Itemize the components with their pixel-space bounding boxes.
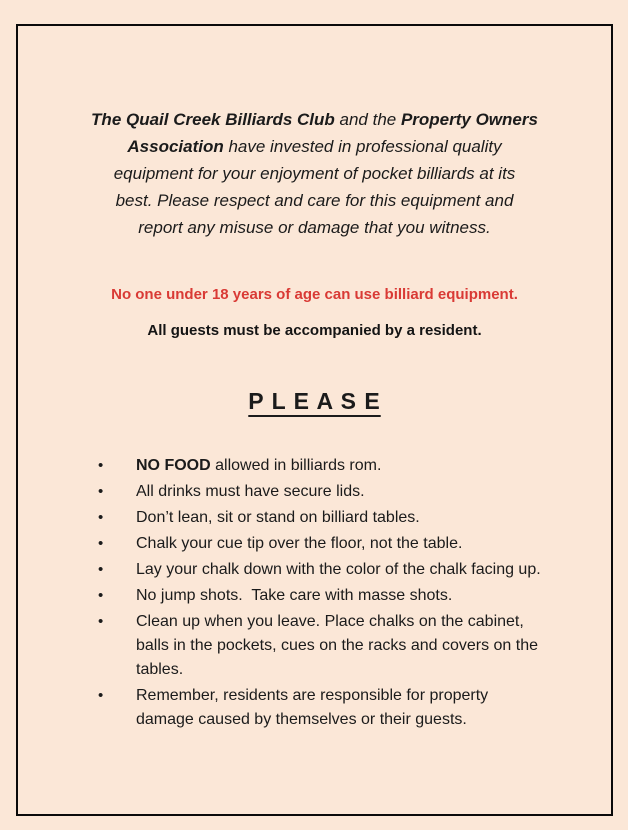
rule-item-chalk-down (98, 558, 611, 582)
guests-notice-text: All guests must be accompanied by a resident. (147, 322, 482, 339)
page-border (16, 24, 613, 816)
rule-text: All drinks must have secure lids. (136, 483, 365, 500)
rule-item-clean-up (98, 610, 611, 682)
intro-connector-text: and the (334, 110, 401, 129)
age-warning-text: No one under 18 years of age can use billiard equipment. (111, 286, 518, 303)
rule-text: Don’t lean, sit or stand on billiard tables. (136, 509, 420, 526)
rule-text (136, 454, 381, 478)
bullet-icon: • (98, 535, 104, 552)
rule-responsibility-line-2: damage caused by themselves or their guests. (136, 711, 467, 728)
bullet-icon: • (98, 687, 104, 704)
intro-line-1 (18, 106, 611, 133)
rule-clean-up-line-2: balls in the pockets, cues on the racks and covers on the (136, 637, 539, 654)
rule-text: Lay your chalk down with the color of the chalk facing up. (136, 561, 541, 578)
rule-text (136, 684, 488, 732)
association-name-text-part2: Association (127, 137, 224, 156)
rule-clean-up-line-3: tables. (136, 661, 184, 678)
rule-text: Chalk your cue tip over the floor, not the table. (136, 535, 463, 552)
bullet-icon: • (98, 457, 104, 474)
rule-clean-up-line-1: Clean up when you leave. Place chalks on the cabinet, (136, 613, 524, 630)
intro-line-4: best. Please respect and care for this equipment and (115, 191, 514, 210)
rule-text: No jump shots. Take care with masse shots. (136, 587, 453, 604)
bullet-icon: • (98, 613, 104, 630)
rule-text (136, 610, 538, 682)
rule-item-drinks (98, 480, 611, 504)
please-heading (18, 387, 611, 415)
rule-item-responsibility (98, 684, 611, 732)
rule-responsibility-line-1: Remember, residents are responsible for property (136, 687, 489, 704)
club-name-text: The Quail Creek Billiards Club (91, 110, 335, 129)
rule-item-no-food (98, 454, 611, 478)
rule-item-no-jump-shots (98, 584, 611, 608)
bullet-icon: • (98, 587, 104, 604)
association-name-text-part1: Property Owners (400, 110, 538, 129)
intro-line-2-text: have invested in professional quality (223, 137, 502, 156)
please-heading-text: P L E A S E (248, 388, 381, 414)
intro-paragraph (18, 106, 611, 241)
rule-item-chalk-tip (98, 532, 611, 556)
rule-no-food-rest-text: allowed in billiards rom. (210, 457, 382, 474)
bullet-icon: • (98, 509, 104, 526)
intro-line-5: report any misuse or damage that you witness. (138, 218, 491, 237)
rule-item-no-lean (98, 506, 611, 530)
bullet-icon: • (98, 561, 104, 578)
intro-line-2 (18, 133, 611, 160)
bullet-icon: • (98, 483, 104, 500)
rule-no-food-bold-text: NO FOOD (136, 457, 211, 474)
rules-list (98, 454, 611, 732)
intro-line-3: equipment for your enjoyment of pocket billiards at its (113, 164, 516, 183)
